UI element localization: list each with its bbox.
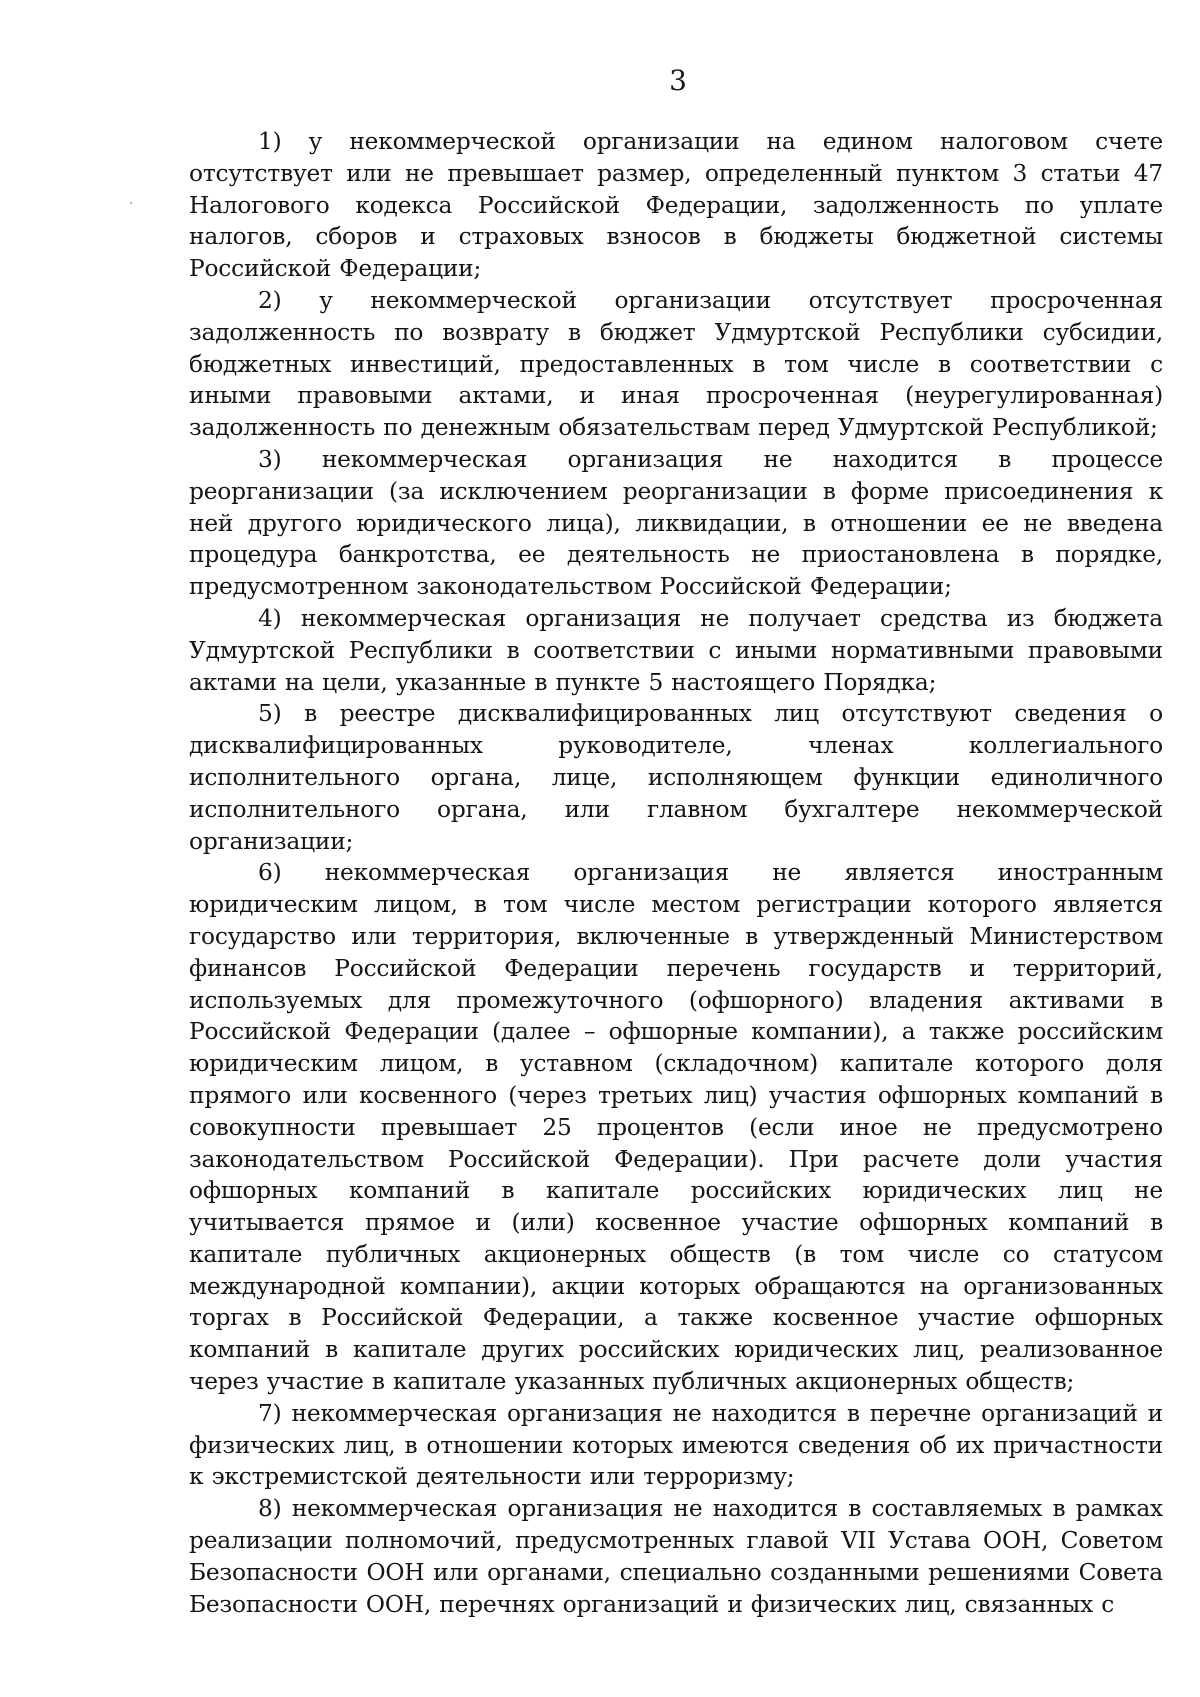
scan-speck [130, 202, 132, 204]
paragraph-marker: 7) [258, 1399, 282, 1427]
paragraph-marker: 2) [258, 286, 282, 314]
paragraph-5 [189, 698, 1163, 857]
paragraph-marker: 4) [258, 604, 282, 632]
paragraph-text: некоммерческая организация не находится в составляемых в рамках реализации полномочий, предусмотренных главой VII Устава ООН, Советом Безопасности ООН или органами, специально созданными решениями Совета Безопасности ООН, перечнях организаций и физических лиц, связанных с [189, 1495, 1163, 1618]
paragraph-marker: 8) [258, 1495, 282, 1523]
paragraph-text: у некоммерческой организации отсутствует просроченная задолженность по возврату в бюджет Удмуртской Республики субсидии, бюджетных инвестиций, предоставленных в том числе в соответствии с иными правовыми актами, и иная просроченная (неурегулированная) задолженность по денежным обязательствам перед Удмуртской Республикой; [189, 286, 1163, 442]
paragraph-marker: 1) [258, 128, 282, 155]
paragraph-text: некоммерческая организация не находится в процессе реорганизации (за исключением реорганизации в форме присоединения к ней другого юридического лица), ликвидации, в отношении ее не введена процедура банкротства, ее деятельность не приостановлена в порядке, предусмотренном законодательством Российской Федерации; [189, 445, 1163, 601]
paragraph-3 [189, 444, 1163, 603]
paragraph-1 [189, 126, 1163, 285]
paragraph-7 [189, 1398, 1163, 1493]
paragraph-marker: 3) [258, 445, 282, 473]
paragraph-text: в реестре дисквалифицированных лиц отсутствуют сведения о дисквалифицированных руководителе, членах коллегиального исполнительного органа, лице, исполняющем функции единоличного исполнительного органа, или главном бухгалтере некоммерческой организации; [189, 700, 1163, 855]
paragraph-6 [189, 857, 1163, 1398]
paragraph-2 [189, 285, 1163, 444]
paragraph-4 [189, 603, 1163, 698]
paragraph-marker: 6) [258, 859, 282, 887]
paragraph-text: некоммерческая организация не является иностранным юридическим лицом, в том числе местом регистрации которого является государство или территория, включенные в утвержденный Министерством финансов Российской Федерации перечень государств и территорий, используемых для промежуточного (офшорного) владения активами в Российской Федерации (далее – офшорные компании), а также российским юридическим лицом, в уставном (складочном) капитале которого доля прямого или косвенного (через третьих лиц) участия офшорных компаний в совокупности превышает 25 процентов (если иное не предусмотрено законодательством Российской Федерации). При расчете доли участия офшорных компаний в капитале российских юридических лиц не учитывается прямое и (или) косвенное участие офшорных компаний в капитале публичных акционерных обществ (в том числе со статусом международной компании), акции которых обращаются на организованных торгах в Российской Федерации, а также косвенное участие офшорных компаний в капитале других российских юридических лиц, реализованное через участие в капитале указанных публичных акционерных обществ; [189, 859, 1163, 1396]
paragraph-text: некоммерческая организация не находится в перечне организаций и физических лиц, в отношении которых имеются сведения об их причастности к экстремистской деятельности или терроризму; [189, 1399, 1163, 1491]
document-body [189, 126, 1163, 1620]
page-number: 3 [669, 64, 687, 97]
paragraph-text: у некоммерческой организации на едином налоговом счете отсутствует или не превышает размер, определенный пунктом 3 статьи 47 Налогового кодекса Российской Федерации, задолженность по уплате налогов, сборов и страховых взносов в бюджеты бюджетной системы Российской Федерации; [189, 128, 1163, 283]
paragraph-8 [189, 1493, 1163, 1620]
paragraph-marker: 5) [258, 700, 282, 728]
paragraph-text: некоммерческая организация не получает средства из бюджета Удмуртской Республики в соответствии с иными нормативными правовыми актами на цели, указанные в пункте 5 настоящего Порядка; [189, 604, 1163, 696]
